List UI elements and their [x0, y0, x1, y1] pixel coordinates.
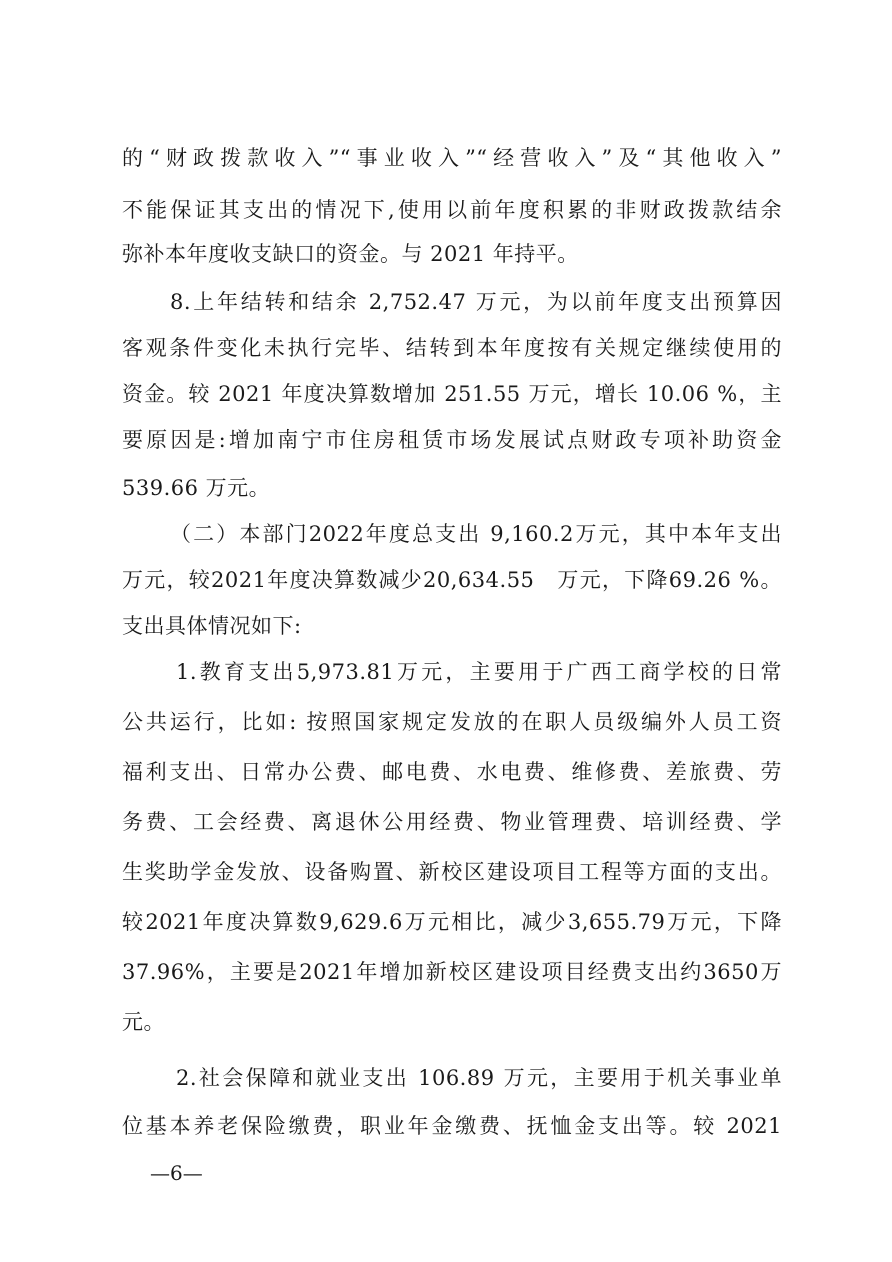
paragraph-line: 1.教育支出5,973.81万元，主要用于广西工商学校的日常 [176, 660, 782, 684]
paragraph-line: 要原因是:增加南宁市住房租赁市场发展试点财政专项补助资金 [122, 428, 782, 452]
paragraph-line: 资金。较 2021 年度决算数增加 251.55 万元，增长 10.06 %，主 [122, 382, 782, 406]
paragraph-line: 公共运行，比如: 按照国家规定发放的在职人员级编外人员工资 [122, 710, 782, 734]
paragraph-line: 37.96%，主要是2021年增加新校区建设项目经费支出约3650万 [122, 960, 782, 984]
paragraph-line: 福利支出、日常办公费、邮电费、水电费、维修费、差旅费、劳 [122, 760, 782, 784]
paragraph-line: 不能保证其支出的情况下,使用以前年度积累的非财政拨款结余 [122, 198, 782, 222]
paragraph-line: 位基本养老保险缴费，职业年金缴费、抚恤金支出等。较 2021 [122, 1114, 782, 1138]
paragraph-line: 元。 [122, 1010, 165, 1034]
paragraph-line: 2.社会保障和就业支出 106.89 万元，主要用于机关事业单 [176, 1066, 782, 1090]
paragraph-line: 支出具体情况如下: [122, 614, 302, 638]
paragraph-line: 务费、工会经费、离退休公用经费、物业管理费、培训经费、学 [122, 810, 782, 834]
paragraph-line: 539.66 万元。 [122, 476, 271, 500]
paragraph-line: （二）本部门2022年度总支出 9,160.2万元，其中本年支出 [170, 522, 782, 546]
paragraph-line: 弥补本年度收支缺口的资金。与 2021 年持平。 [122, 242, 579, 266]
paragraph-line: 生奖助学金发放、设备购置、新校区建设项目工程等方面的支出。 [122, 860, 782, 884]
paragraph-line: 8.上年结转和结余 2,752.47 万元，为以前年度支出预算因 [170, 290, 782, 314]
page-number: —6— [150, 1161, 203, 1185]
paragraph-line: 客观条件变化未执行完毕、结转到本年度按有关规定继续使用的 [122, 336, 782, 360]
paragraph-line: 较2021年度决算数9,629.6万元相比，减少3,655.79万元，下降 [122, 910, 782, 934]
paragraph-line: 万元，较2021年度决算数减少20,634.55 万元，下降69.26 %。 [122, 568, 782, 592]
paragraph-line: 的“财政拨款收入”“事业收入”“经营收入”及“其他收入” [122, 146, 782, 170]
